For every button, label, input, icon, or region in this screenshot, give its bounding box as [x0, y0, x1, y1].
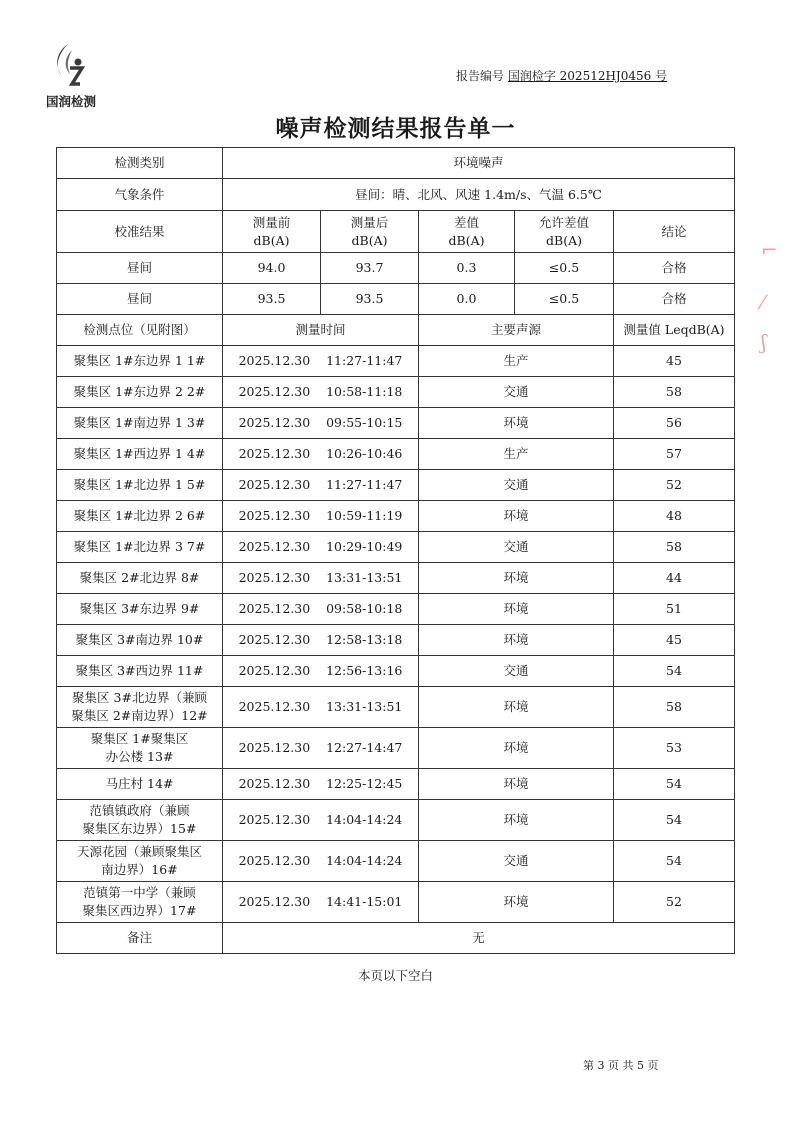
- measure-date: 2025.12.30: [238, 415, 311, 430]
- report-number: [456, 67, 667, 84]
- measure-time: 12:25-12:45: [326, 776, 403, 791]
- time-cell: [223, 377, 419, 408]
- measure-time: 13:31-13:51: [326, 570, 403, 585]
- point-name: 聚集区 2#北边界 8#: [79, 570, 200, 585]
- value-cell: 54: [614, 656, 735, 687]
- value-cell: 56: [614, 408, 735, 439]
- point-name-line2: 办公楼 13#: [105, 749, 174, 764]
- time-cell: [223, 841, 419, 882]
- time-cell: [223, 800, 419, 841]
- time-cell: [223, 882, 419, 923]
- point-cell: [57, 769, 223, 800]
- time-cell: [223, 769, 419, 800]
- point-name: 马庄村 14#: [105, 776, 174, 791]
- time-cell: [223, 625, 419, 656]
- time-cell: [223, 563, 419, 594]
- measure-time: 14:04-14:24: [326, 853, 403, 868]
- point-cell: [57, 687, 223, 728]
- noise-results-table: [56, 147, 735, 954]
- table-row: [57, 532, 735, 563]
- point-cell: [57, 625, 223, 656]
- point-name: 聚集区 1#东边界 2 2#: [73, 384, 206, 399]
- table-row: [57, 439, 735, 470]
- measure-time: 10:26-10:46: [326, 446, 403, 461]
- time-cell: [223, 728, 419, 769]
- seal-fragment: ⌐: [761, 238, 778, 262]
- measure-date: 2025.12.30: [238, 894, 311, 909]
- point-cell: [57, 594, 223, 625]
- measure-date: 2025.12.30: [238, 446, 311, 461]
- measure-date: 2025.12.30: [238, 776, 311, 791]
- point-name: 聚集区 1#北边界 3 7#: [73, 539, 206, 554]
- measure-date: 2025.12.30: [238, 601, 311, 616]
- point-cell: [57, 563, 223, 594]
- measure-date: 2025.12.30: [238, 663, 311, 678]
- value-cell: 58: [614, 377, 735, 408]
- calib-diff: 0.0: [419, 284, 515, 315]
- after-header: [321, 211, 419, 253]
- page-title: 噪声检测结果报告单一: [275, 115, 516, 142]
- measure-date: 2025.12.30: [238, 853, 311, 868]
- point-name-line2: 聚集区西边界）17#: [82, 903, 197, 918]
- calib-diff: 0.3: [419, 253, 515, 284]
- measure-date: 2025.12.30: [238, 477, 311, 492]
- before-header: [223, 211, 321, 253]
- calib-period: 昼间: [57, 284, 223, 315]
- calib-before: 93.5: [223, 284, 321, 315]
- point-name-line2: 聚集区 2#南边界）12#: [71, 708, 208, 723]
- logo-mark-icon: [48, 42, 92, 92]
- source-cell: 交通: [419, 532, 614, 563]
- table-row: [57, 594, 735, 625]
- value-cell: 54: [614, 841, 735, 882]
- value-cell: 45: [614, 346, 735, 377]
- calibration-row: [57, 253, 735, 284]
- source-cell: 环境: [419, 687, 614, 728]
- point-cell: [57, 470, 223, 501]
- time-cell: [223, 439, 419, 470]
- measure-time: 14:04-14:24: [326, 812, 403, 827]
- category-label: 检测类别: [57, 148, 223, 179]
- measure-date: 2025.12.30: [238, 812, 311, 827]
- point-name: 聚集区 1#北边界 1 5#: [73, 477, 206, 492]
- value-cell: 48: [614, 501, 735, 532]
- measure-time: 13:31-13:51: [326, 699, 403, 714]
- point-cell: [57, 377, 223, 408]
- point-cell: [57, 532, 223, 563]
- measure-time: 09:55-10:15: [326, 415, 403, 430]
- diff-header-line1: 差值: [453, 214, 479, 230]
- source-cell: 环境: [419, 728, 614, 769]
- source-cell: 环境: [419, 563, 614, 594]
- table-row: [57, 563, 735, 594]
- measure-time: 14:41-15:01: [326, 894, 403, 909]
- source-cell: 交通: [419, 470, 614, 501]
- time-cell: [223, 594, 419, 625]
- source-cell: 环境: [419, 625, 614, 656]
- measure-time: 11:27-11:47: [326, 477, 403, 492]
- weather-row: [57, 179, 735, 211]
- value-cell: 54: [614, 800, 735, 841]
- point-cell: [57, 800, 223, 841]
- calibration-row: [57, 284, 735, 315]
- point-name: 聚集区 1#南边界 1 3#: [73, 415, 206, 430]
- calib-allowed: ≤0.5: [515, 284, 614, 315]
- measure-date: 2025.12.30: [238, 353, 311, 368]
- value-cell: 44: [614, 563, 735, 594]
- column-header-row: [57, 315, 735, 346]
- table-row: [57, 769, 735, 800]
- diff-header-line2: dB(A): [448, 232, 485, 248]
- company-logo: [36, 42, 106, 112]
- diff-header: [419, 211, 515, 253]
- table-row: [57, 841, 735, 882]
- source-cell: 交通: [419, 377, 614, 408]
- measure-time: 12:56-13:16: [326, 663, 403, 678]
- remark-value: 无: [223, 923, 735, 954]
- table-row: [57, 501, 735, 532]
- before-header-line1: 测量前: [252, 214, 291, 230]
- source-cell: 生产: [419, 346, 614, 377]
- calib-allowed: ≤0.5: [515, 253, 614, 284]
- point-cell: [57, 882, 223, 923]
- point-name-line2: 南边界）16#: [101, 862, 178, 877]
- source-cell: 环境: [419, 594, 614, 625]
- point-name: 聚集区 1#西边界 1 4#: [73, 446, 206, 461]
- allowed-header: [515, 211, 614, 253]
- point-name: 聚集区 1#聚集区: [90, 731, 189, 746]
- calib-before: 94.0: [223, 253, 321, 284]
- after-header-line1: 测量后: [350, 214, 389, 230]
- weather-label: 气象条件: [57, 179, 223, 211]
- table-row: [57, 728, 735, 769]
- source-cell: 环境: [419, 501, 614, 532]
- point-name: 范镇第一中学（兼顾: [83, 885, 196, 900]
- measure-date: 2025.12.30: [238, 740, 311, 755]
- logo-text: 国润检测: [45, 94, 96, 109]
- blank-page-note: 本页以下空白: [357, 968, 433, 983]
- measure-time: 12:27-14:47: [326, 740, 403, 755]
- measure-time: 09:58-10:18: [326, 601, 403, 616]
- value-cell: 57: [614, 439, 735, 470]
- seal-fragment: ʃ: [761, 330, 767, 354]
- measure-time: 11:27-11:47: [326, 353, 403, 368]
- calib-result: 合格: [614, 284, 735, 315]
- source-cell: 环境: [419, 800, 614, 841]
- time-column-header: 测量时间: [223, 315, 419, 346]
- time-cell: [223, 408, 419, 439]
- point-cell: [57, 656, 223, 687]
- value-cell: 58: [614, 532, 735, 563]
- page-number: 第 3 页 共 5 页: [583, 1059, 659, 1072]
- value-cell: 52: [614, 470, 735, 501]
- point-name-line2: 聚集区东边界）15#: [82, 821, 197, 836]
- point-column-header: 检测点位（见附图）: [57, 315, 223, 346]
- measure-time: 10:29-10:49: [326, 539, 403, 554]
- table-row: [57, 625, 735, 656]
- remark-label: 备注: [57, 923, 223, 954]
- table-row: [57, 470, 735, 501]
- value-column-header: 测量值 LeqdB(A): [614, 315, 735, 346]
- point-cell: [57, 346, 223, 377]
- point-name: 聚集区 3#东边界 9#: [79, 601, 200, 616]
- allowed-header-line2: dB(A): [546, 232, 582, 248]
- source-column-header: 主要声源: [419, 315, 614, 346]
- point-name: 范镇镇政府（兼顾: [89, 803, 190, 818]
- category-row: [57, 148, 735, 179]
- value-cell: 54: [614, 769, 735, 800]
- calibration-header-row: [57, 211, 735, 253]
- calib-after: 93.7: [321, 253, 419, 284]
- measure-date: 2025.12.30: [238, 384, 311, 399]
- time-cell: [223, 532, 419, 563]
- point-cell: [57, 501, 223, 532]
- point-cell: [57, 408, 223, 439]
- point-name: 天源花园（兼顾聚集区: [76, 844, 202, 859]
- point-name: 聚集区 3#西边界 11#: [75, 663, 204, 678]
- conclusion-header: 结论: [614, 211, 735, 253]
- time-cell: [223, 501, 419, 532]
- point-cell: [57, 841, 223, 882]
- table-row: [57, 882, 735, 923]
- source-cell: 环境: [419, 408, 614, 439]
- table-row: [57, 346, 735, 377]
- table-row: [57, 687, 735, 728]
- after-header-line2: dB(A): [351, 232, 388, 248]
- measure-date: 2025.12.30: [238, 699, 311, 714]
- point-name: 聚集区 3#南边界 10#: [75, 632, 204, 647]
- point-name: 聚集区 1#东边界 1 1#: [73, 353, 206, 368]
- point-name: 聚集区 1#北边界 2 6#: [73, 508, 206, 523]
- calibration-label: 校准结果: [57, 211, 223, 253]
- measure-time: 10:58-11:18: [326, 384, 403, 399]
- measure-time: 12:58-13:18: [326, 632, 403, 647]
- time-cell: [223, 656, 419, 687]
- report-number-label: 报告编号: [456, 69, 505, 83]
- measure-time: 10:59-11:19: [326, 508, 403, 523]
- point-cell: [57, 439, 223, 470]
- source-cell: 交通: [419, 841, 614, 882]
- table-row: [57, 656, 735, 687]
- value-cell: 53: [614, 728, 735, 769]
- measure-date: 2025.12.30: [238, 632, 311, 647]
- source-cell: 环境: [419, 882, 614, 923]
- value-cell: 45: [614, 625, 735, 656]
- time-cell: [223, 346, 419, 377]
- source-cell: 生产: [419, 439, 614, 470]
- before-header-line2: dB(A): [253, 232, 290, 248]
- allowed-header-line1: 允许差值: [538, 214, 589, 230]
- point-name: 聚集区 3#北边界（兼顾: [72, 690, 207, 705]
- source-cell: 交通: [419, 656, 614, 687]
- measure-date: 2025.12.30: [238, 570, 311, 585]
- time-cell: [223, 470, 419, 501]
- calib-period: 昼间: [57, 253, 223, 284]
- point-cell: [57, 728, 223, 769]
- category-value: 环境噪声: [223, 148, 735, 179]
- report-number-value: 国润检字 202512HJ0456 号: [507, 69, 668, 83]
- remark-row: [57, 923, 735, 954]
- calib-after: 93.5: [321, 284, 419, 315]
- value-cell: 52: [614, 882, 735, 923]
- source-cell: 环境: [419, 769, 614, 800]
- time-cell: [223, 687, 419, 728]
- table-row: [57, 800, 735, 841]
- weather-value: 昼间：晴、北风、风速 1.4m/s、气温 6.5℃: [223, 179, 735, 211]
- table-row: [57, 408, 735, 439]
- measure-date: 2025.12.30: [238, 508, 311, 523]
- measure-date: 2025.12.30: [238, 539, 311, 554]
- seal-fragment: ⁄: [761, 290, 765, 314]
- calib-result: 合格: [614, 253, 735, 284]
- value-cell: 58: [614, 687, 735, 728]
- value-cell: 51: [614, 594, 735, 625]
- table-row: [57, 377, 735, 408]
